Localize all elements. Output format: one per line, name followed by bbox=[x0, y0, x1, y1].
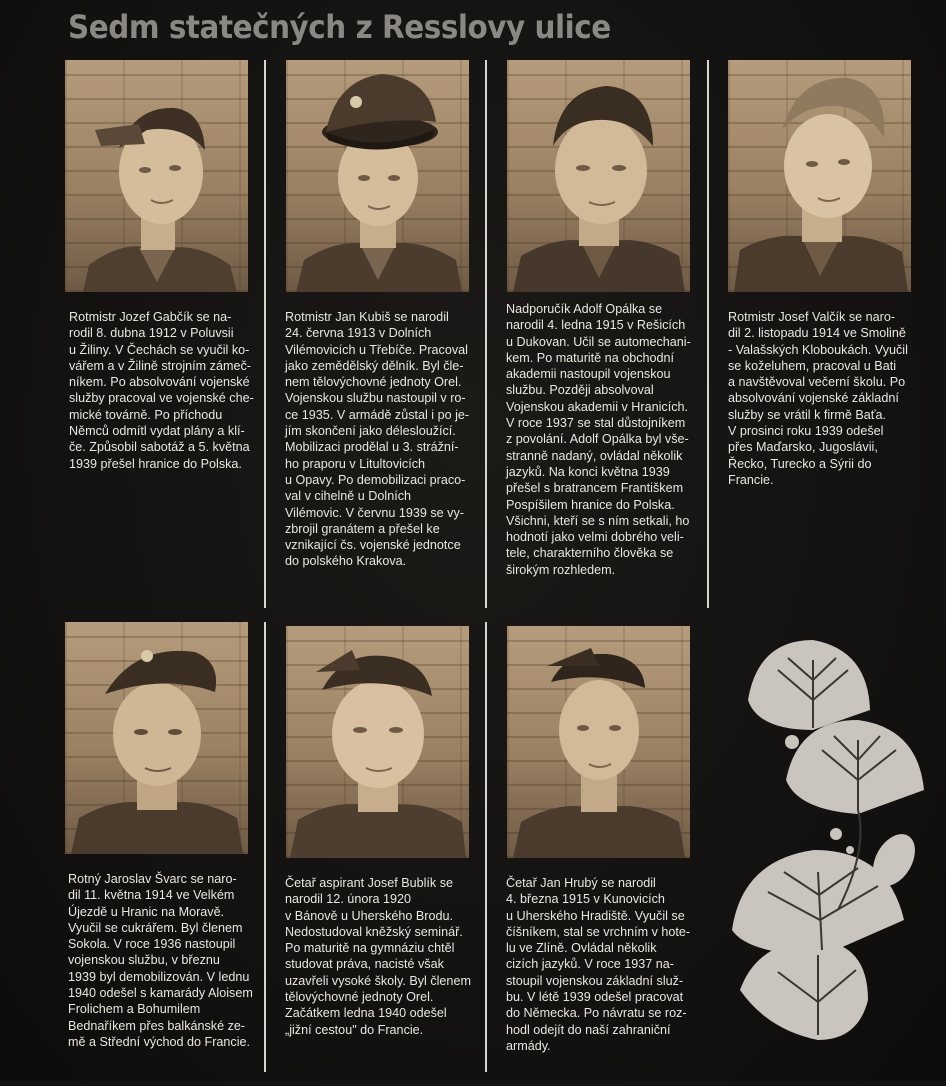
linden-leaves-icon bbox=[718, 610, 946, 1081]
portrait-valcik bbox=[728, 60, 911, 292]
portrait-svarc bbox=[65, 622, 248, 854]
column-divider bbox=[485, 622, 487, 1072]
portrait-gabcik bbox=[65, 60, 248, 292]
bio-valcik: Rotmistr Josef Valčík se naro- dil 2. listopadu 1914 ve Smolině - Valašských Kloboukách. Vyučil se koželuhem, pracoval u Bati a navštěvoval večerní školu. Po absolvování vojenské základní služby se vrátil k firmě Baťa. V prosinci roku 1939 odešel přes Maďarsko, Jugoslávii, Řecko, Turecko a Sýrii do Francie. bbox=[728, 310, 908, 487]
bio-gabcik: Rotmistr Jozef Gabčík se na- rodil 8. dubna 1912 v Poluvsii u Žiliny. V Čechách se vyučil ko- vářem a v Žilině strojním zámeč- níkem. Po absolvování vojenské služby pracoval ve vojenské che- mické továrně. Po příchodu Němců odmítl vydat plány a klí- če. Způsobil sabotáž a 5. května 1939 přešel hranice do Polska. bbox=[69, 310, 254, 471]
portrait-opalka bbox=[507, 60, 690, 292]
column-divider bbox=[264, 622, 266, 1072]
portrait-bublik bbox=[286, 626, 469, 858]
column-divider bbox=[264, 60, 266, 608]
bio-bublik: Četař aspirant Josef Bublík se narodil 12. února 1920 v Bánově u Uherského Brodu. Nedostudoval kněžský seminář. Po maturitě na gymnáziu chtěl studovat práva, nacisté však uzavřeli vysoké školy. Byl členem tělovýchovné jednoty Orel. Začátkem ledna 1940 odešel „jižní cestou" do Francie. bbox=[285, 876, 471, 1037]
bio-hruby: Četař Jan Hrubý se narodil 4. března 1915 v Kunovicích u Uherského Hradiště. Vyučil se číšníkem, stal se vrchním v hote- lu ve Zlíně. Ovládal několik cizích jazyků. V roce 1937 na- stoupil vojenskou základní služ- bu. V létě 1939 odešel pracovat do Německa. Po návratu se roz- hodl odejít do naší zahraniční armády. bbox=[506, 876, 691, 1053]
column-divider bbox=[707, 60, 709, 608]
page-title: Sedm statečných z Resslovy ulice bbox=[68, 8, 611, 46]
bio-opalka: Nadporučík Adolf Opálka se narodil 4. ledna 1915 v Rešicích u Dukovan. Učil se automechani- kem. Po maturitě na obchodní akademii nastoupil vojenskou službu. Později absolvoval Vojenskou akademii v Hranicích. V roce 1937 se stal důstojníkem z povolání. Adolf Opálka byl vše- stranně nadaný, ovládal několik jazyků. Na konci května 1939 přešel s bratrancem Františkem Pospíšilem hranice do Polska. Všichni, kteří se s ním setkali, ho hodnotí jako velmi dobrého veli- tele, charakterního člověka se širokým rozhledem. bbox=[506, 302, 691, 577]
bio-kubis: Rotmistr Jan Kubiš se narodil 24. června 1913 v Dolních Vilémovicích u Třebíče. Pracoval jako zemědělský dělník. Byl čle- nem tělovýchovné jednoty Orel. Vojenskou službu nastoupil v ro- ce 1935. V armádě zůstal i po je- jím skončení jako délesloužící. Mobilizaci prodělal u 3. strážní- ho praporu v Litultovicích u Opavy. Po demobilizaci praco- val v cihelně u Dolních Vilémovic. V červnu 1939 se vy- zbrojil granátem a přešel ke vznikající čs. vojenské jednotce do polského Krakova. bbox=[285, 310, 470, 569]
column-divider bbox=[485, 60, 487, 608]
portrait-hruby bbox=[507, 626, 690, 858]
bio-svarc: Rotný Jaroslav Švarc se naro- dil 11. května 1914 ve Velkém Újezdě u Hranic na Moravě. Vyučil se cukrářem. Byl členem Sokola. V roce 1936 nastoupil vojenskou službu, v březnu 1939 byl demobilizován. V lednu 1940 odešel s kamarády Aloisem Frolichem a Bohumilem Bednaříkem přes balkánské ze- mě a Střední východ do Francie. bbox=[68, 872, 253, 1049]
portrait-kubis bbox=[286, 60, 469, 292]
